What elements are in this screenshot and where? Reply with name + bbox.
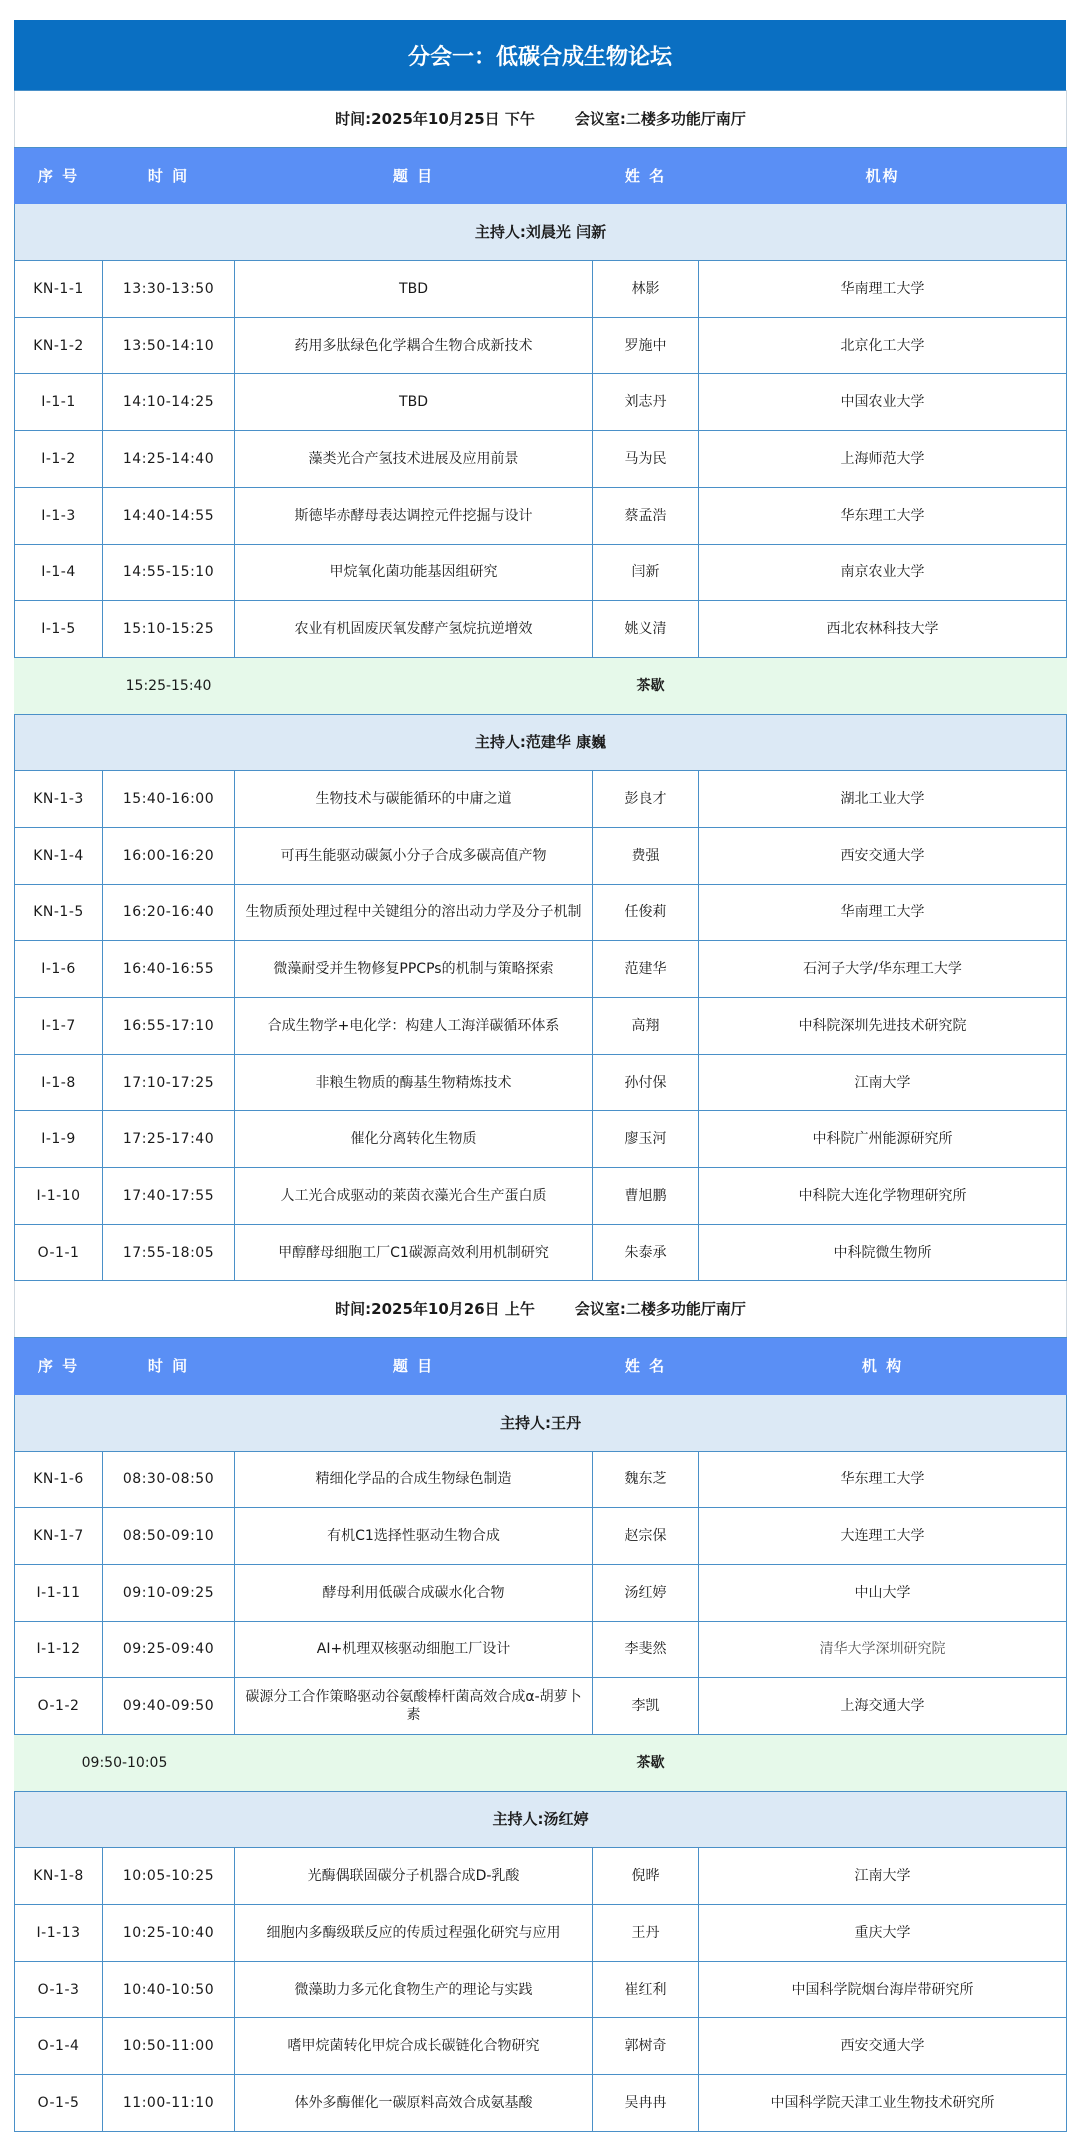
talk-topic: 精细化学品的合成生物绿色制造 (235, 1451, 593, 1508)
talk-speaker: 魏东芝 (593, 1451, 699, 1508)
talk-code: KN-1-2 (15, 317, 103, 374)
talk-code: KN-1-6 (15, 1451, 103, 1508)
break-label: 茶歇 (235, 1734, 1067, 1791)
moderator-row (15, 1791, 1067, 1848)
moderator-row (15, 1394, 1067, 1451)
talk-time: 15:40-16:00 (103, 771, 235, 828)
schedule-table (14, 90, 1067, 2132)
talk-code: I-1-10 (15, 1168, 103, 1225)
talk-row (15, 1111, 1067, 1168)
break-time: 09:50-10:05 (15, 1734, 235, 1791)
moderator: 主持人:汤红婷 (15, 1791, 1067, 1848)
talk-topic: 细胞内多酶级联反应的传质过程强化研究与应用 (235, 1905, 593, 1962)
talk-topic: 甲烷氧化菌功能基因组研究 (235, 544, 593, 601)
talk-code: KN-1-8 (15, 1848, 103, 1905)
talk-row (15, 941, 1067, 998)
session-room: 会议室:二楼多功能厅南厅 (574, 109, 746, 128)
talk-topic: 甲醇酵母细胞工厂C1碳源高效利用机制研究 (235, 1224, 593, 1281)
talk-row (15, 827, 1067, 884)
session-room: 会议室:二楼多功能厅南厅 (574, 1300, 746, 1319)
session-info (15, 91, 1067, 148)
talk-time: 10:25-10:40 (103, 1905, 235, 1962)
talk-row (15, 2075, 1067, 2132)
header-speaker: 姓 名 (593, 147, 699, 204)
talk-time: 17:40-17:55 (103, 1168, 235, 1225)
talk-topic: 生物质预处理过程中关键组分的溶出动力学及分子机制 (235, 884, 593, 941)
talk-time: 14:55-15:10 (103, 544, 235, 601)
talk-time: 13:50-14:10 (103, 317, 235, 374)
talk-row (15, 1508, 1067, 1565)
talk-code: I-1-3 (15, 487, 103, 544)
talk-row (15, 2018, 1067, 2075)
talk-speaker: 马为民 (593, 431, 699, 488)
talk-row (15, 374, 1067, 431)
talk-code: KN-1-1 (15, 261, 103, 318)
talk-institution: 华东理工大学 (699, 487, 1067, 544)
session-time: 时间:2025年10月25日 下午 (335, 109, 535, 128)
tea-break-row (15, 1734, 1067, 1791)
talk-speaker: 赵宗保 (593, 1508, 699, 1565)
talk-time: 09:25-09:40 (103, 1621, 235, 1678)
talk-row (15, 261, 1067, 318)
talk-institution: 中科院广州能源研究所 (699, 1111, 1067, 1168)
talk-topic: 人工光合成驱动的莱茵衣藻光合生产蛋白质 (235, 1168, 593, 1225)
header-topic: 题 目 (235, 1338, 593, 1395)
talk-speaker: 蔡孟浩 (593, 487, 699, 544)
talk-topic: 有机C1选择性驱动生物合成 (235, 1508, 593, 1565)
talk-topic: TBD (235, 261, 593, 318)
moderator-row (15, 204, 1067, 261)
header-institution: 机 构 (699, 1338, 1067, 1395)
forum-title: 分会一：低碳合成生物论坛 (14, 20, 1066, 90)
talk-time: 14:10-14:25 (103, 374, 235, 431)
talk-time: 14:40-14:55 (103, 487, 235, 544)
talk-institution: 中国科学院烟台海岸带研究所 (699, 1961, 1067, 2018)
talk-speaker: 彭良才 (593, 771, 699, 828)
header-topic: 题 目 (235, 147, 593, 204)
header-code: 序 号 (15, 147, 103, 204)
talk-topic: AI+机理双核驱动细胞工厂设计 (235, 1621, 593, 1678)
talk-speaker: 范建华 (593, 941, 699, 998)
talk-code: I-1-2 (15, 431, 103, 488)
talk-institution: 西安交通大学 (699, 2018, 1067, 2075)
talk-code: KN-1-4 (15, 827, 103, 884)
talk-speaker: 郭树奇 (593, 2018, 699, 2075)
talk-code: KN-1-3 (15, 771, 103, 828)
talk-institution: 上海师范大学 (699, 431, 1067, 488)
talk-row (15, 1451, 1067, 1508)
talk-speaker: 王丹 (593, 1905, 699, 1962)
talk-speaker: 李斐然 (593, 1621, 699, 1678)
talk-code: I-1-7 (15, 998, 103, 1055)
talk-time: 10:50-11:00 (103, 2018, 235, 2075)
talk-institution: 上海交通大学 (699, 1678, 1067, 1735)
talk-topic: 合成生物学+电化学：构建人工海洋碳循环体系 (235, 998, 593, 1055)
talk-code: I-1-5 (15, 601, 103, 658)
talk-row (15, 1054, 1067, 1111)
talk-institution: 湖北工业大学 (699, 771, 1067, 828)
moderator: 主持人:范建华 康巍 (15, 714, 1067, 771)
talk-row (15, 1961, 1067, 2018)
talk-time: 09:10-09:25 (103, 1564, 235, 1621)
session-info-row (15, 91, 1067, 148)
talk-institution: 南京农业大学 (699, 544, 1067, 601)
talk-time: 11:00-11:10 (103, 2075, 235, 2132)
talk-institution: 华南理工大学 (699, 884, 1067, 941)
talk-institution: 石河子大学/华东理工大学 (699, 941, 1067, 998)
talk-time: 14:25-14:40 (103, 431, 235, 488)
agenda-sheet (14, 20, 1066, 2132)
talk-code: I-1-13 (15, 1905, 103, 1962)
talk-time: 09:40-09:50 (103, 1678, 235, 1735)
talk-row (15, 544, 1067, 601)
talk-institution: 大连理工大学 (699, 1508, 1067, 1565)
moderator: 主持人:刘晨光 闫新 (15, 204, 1067, 261)
session-time: 时间:2025年10月26日 上午 (335, 1300, 535, 1319)
talk-topic: 酵母利用低碳合成碳水化合物 (235, 1564, 593, 1621)
talk-row (15, 431, 1067, 488)
talk-row (15, 1621, 1067, 1678)
talk-code: I-1-6 (15, 941, 103, 998)
talk-speaker: 任俊莉 (593, 884, 699, 941)
moderator: 主持人:王丹 (15, 1394, 1067, 1451)
column-header-row (15, 147, 1067, 204)
talk-time: 15:10-15:25 (103, 601, 235, 658)
talk-topic: 光酶偶联固碳分子机器合成D-乳酸 (235, 1848, 593, 1905)
talk-topic: 药用多肽绿色化学耦合生物合成新技术 (235, 317, 593, 374)
talk-institution: 西安交通大学 (699, 827, 1067, 884)
talk-speaker: 廖玉河 (593, 1111, 699, 1168)
talk-institution: 华东理工大学 (699, 1451, 1067, 1508)
talk-speaker: 费强 (593, 827, 699, 884)
session-info-row (15, 1281, 1067, 1338)
talk-institution: 清华大学深圳研究院 (699, 1621, 1067, 1678)
break-time: 15:25-15:40 (103, 657, 235, 714)
talk-topic: 生物技术与碳能循环的中庸之道 (235, 771, 593, 828)
talk-topic: 碳源分工合作策略驱动谷氨酸棒杆菌高效合成α-胡萝卜素 (235, 1678, 593, 1735)
talk-row (15, 1905, 1067, 1962)
talk-topic: 体外多酶催化一碳原料高效合成氨基酸 (235, 2075, 593, 2132)
talk-time: 08:30-08:50 (103, 1451, 235, 1508)
header-time: 时 间 (103, 147, 235, 204)
talk-institution: 中科院微生物所 (699, 1224, 1067, 1281)
talk-time: 16:55-17:10 (103, 998, 235, 1055)
talk-time: 16:20-16:40 (103, 884, 235, 941)
talk-row (15, 1564, 1067, 1621)
talk-time: 17:25-17:40 (103, 1111, 235, 1168)
talk-speaker: 崔红利 (593, 1961, 699, 2018)
talk-institution: 华南理工大学 (699, 261, 1067, 318)
talk-topic: 农业有机固废厌氧发酵产氢烷抗逆增效 (235, 601, 593, 658)
talk-code: O-1-4 (15, 2018, 103, 2075)
talk-topic: 可再生能驱动碳氮小分子合成多碳高值产物 (235, 827, 593, 884)
talk-topic: 藻类光合产氢技术进展及应用前景 (235, 431, 593, 488)
header-speaker: 姓 名 (593, 1338, 699, 1395)
talk-code: KN-1-5 (15, 884, 103, 941)
talk-speaker: 李凯 (593, 1678, 699, 1735)
talk-speaker: 孙付保 (593, 1054, 699, 1111)
talk-code: KN-1-7 (15, 1508, 103, 1565)
talk-institution: 江南大学 (699, 1054, 1067, 1111)
talk-topic: TBD (235, 374, 593, 431)
talk-speaker: 姚义清 (593, 601, 699, 658)
talk-row (15, 487, 1067, 544)
talk-topic: 催化分离转化生物质 (235, 1111, 593, 1168)
talk-code: O-1-5 (15, 2075, 103, 2132)
talk-time: 10:40-10:50 (103, 1961, 235, 2018)
talk-topic: 微藻耐受并生物修复PPCPs的机制与策略探索 (235, 941, 593, 998)
talk-code: I-1-11 (15, 1564, 103, 1621)
talk-row (15, 1168, 1067, 1225)
talk-speaker: 汤红婷 (593, 1564, 699, 1621)
talk-institution: 中山大学 (699, 1564, 1067, 1621)
talk-time: 16:00-16:20 (103, 827, 235, 884)
talk-row (15, 998, 1067, 1055)
break-spacer (15, 657, 103, 714)
talk-row (15, 884, 1067, 941)
talk-speaker: 吴冉冉 (593, 2075, 699, 2132)
talk-speaker: 高翔 (593, 998, 699, 1055)
talk-speaker: 朱泰承 (593, 1224, 699, 1281)
talk-time: 16:40-16:55 (103, 941, 235, 998)
moderator-row (15, 714, 1067, 771)
talk-code: O-1-3 (15, 1961, 103, 2018)
talk-code: O-1-2 (15, 1678, 103, 1735)
talk-institution: 中科院大连化学物理研究所 (699, 1168, 1067, 1225)
talk-institution: 北京化工大学 (699, 317, 1067, 374)
talk-code: I-1-9 (15, 1111, 103, 1168)
talk-institution: 中国农业大学 (699, 374, 1067, 431)
talk-time: 13:30-13:50 (103, 261, 235, 318)
talk-row (15, 1848, 1067, 1905)
talk-row (15, 1224, 1067, 1281)
talk-speaker: 罗施中 (593, 317, 699, 374)
column-header-row (15, 1338, 1067, 1395)
talk-speaker: 倪晔 (593, 1848, 699, 1905)
talk-time: 17:55-18:05 (103, 1224, 235, 1281)
talk-speaker: 刘志丹 (593, 374, 699, 431)
header-time: 时 间 (103, 1338, 235, 1395)
talk-speaker: 闫新 (593, 544, 699, 601)
header-institution: 机构 (699, 147, 1067, 204)
talk-institution: 中国科学院天津工业生物技术研究所 (699, 2075, 1067, 2132)
talk-topic: 嗜甲烷菌转化甲烷合成长碳链化合物研究 (235, 2018, 593, 2075)
talk-code: I-1-8 (15, 1054, 103, 1111)
talk-row (15, 771, 1067, 828)
talk-time: 17:10-17:25 (103, 1054, 235, 1111)
session-info (15, 1281, 1067, 1338)
talk-row (15, 601, 1067, 658)
talk-code: I-1-12 (15, 1621, 103, 1678)
talk-institution: 江南大学 (699, 1848, 1067, 1905)
talk-institution: 重庆大学 (699, 1905, 1067, 1962)
talk-speaker: 林影 (593, 261, 699, 318)
talk-row (15, 317, 1067, 374)
talk-row (15, 1678, 1067, 1735)
break-label: 茶歇 (235, 657, 1067, 714)
talk-speaker: 曹旭鹏 (593, 1168, 699, 1225)
talk-code: I-1-4 (15, 544, 103, 601)
talk-topic: 非粮生物质的酶基生物精炼技术 (235, 1054, 593, 1111)
talk-institution: 西北农林科技大学 (699, 601, 1067, 658)
tea-break-row (15, 657, 1067, 714)
talk-topic: 微藻助力多元化食物生产的理论与实践 (235, 1961, 593, 2018)
talk-institution: 中科院深圳先进技术研究院 (699, 998, 1067, 1055)
header-code: 序 号 (15, 1338, 103, 1395)
talk-time: 08:50-09:10 (103, 1508, 235, 1565)
talk-code: I-1-1 (15, 374, 103, 431)
talk-time: 10:05-10:25 (103, 1848, 235, 1905)
talk-code: O-1-1 (15, 1224, 103, 1281)
talk-topic: 斯德毕赤酵母表达调控元件挖掘与设计 (235, 487, 593, 544)
